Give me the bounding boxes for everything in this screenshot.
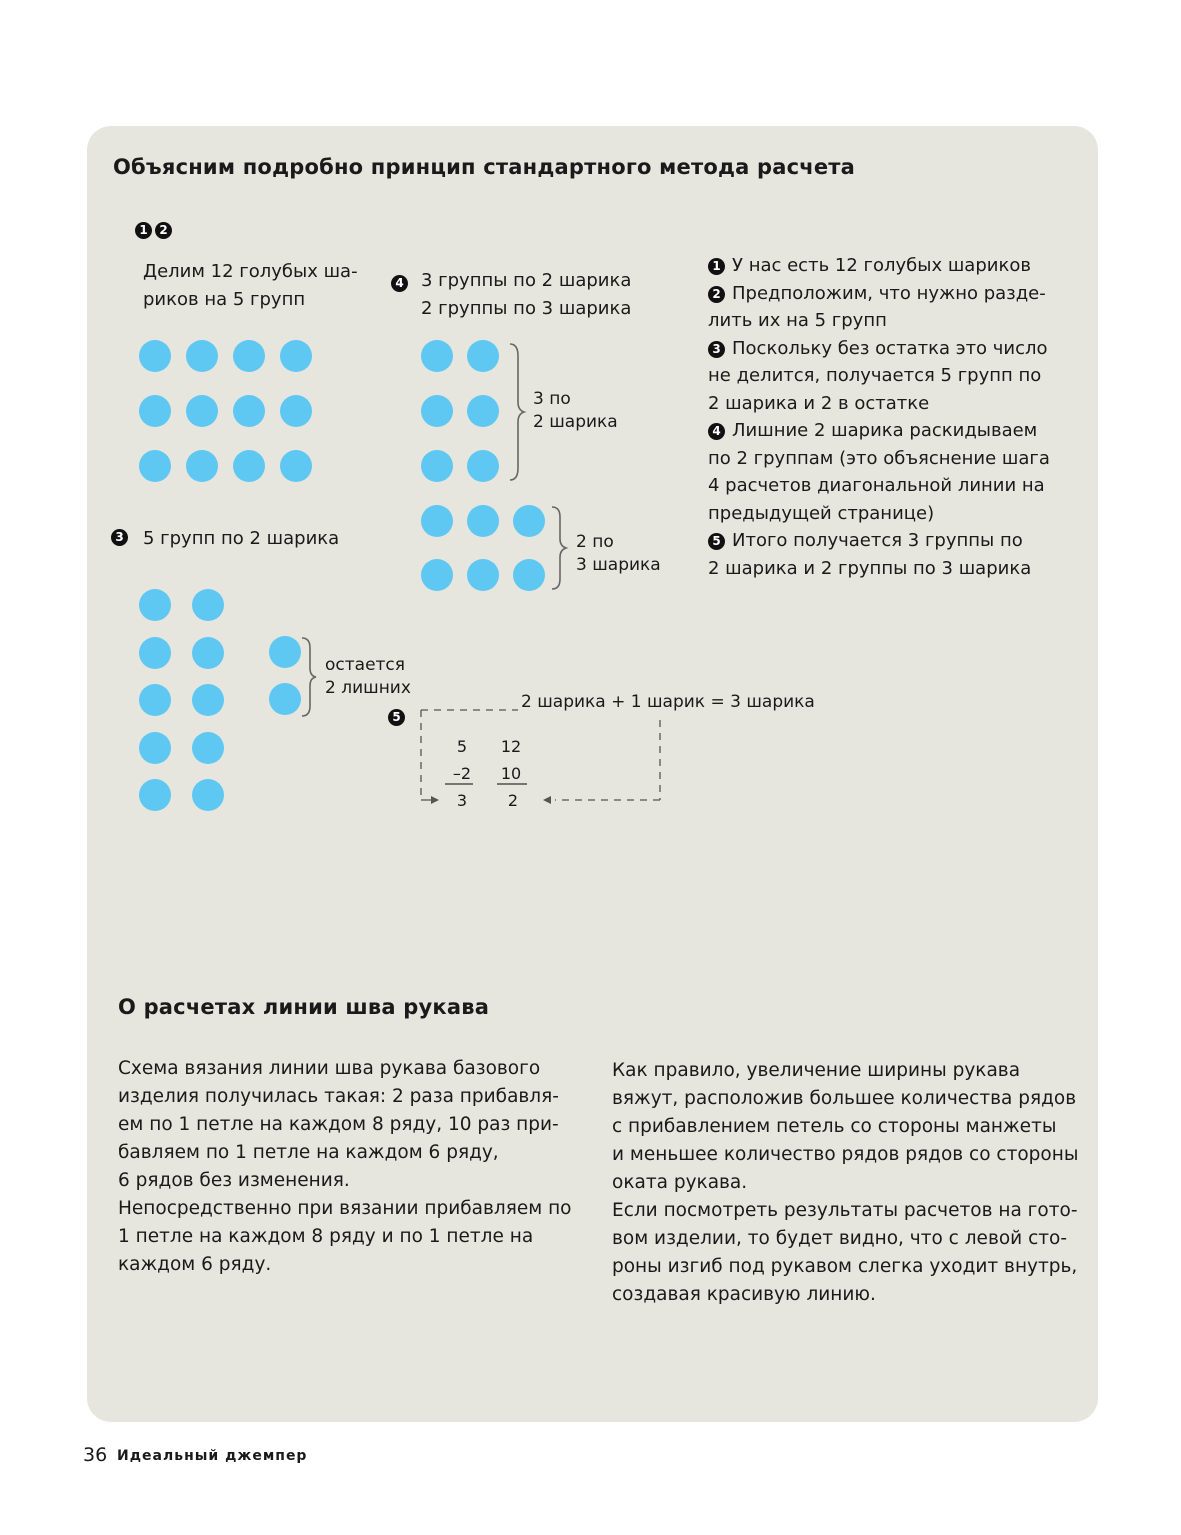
step-4-label	[421, 267, 631, 322]
explanation-text: Лишние 2 шарика раскидываем	[732, 420, 1038, 441]
paragraph-line: вом изделии, то будет видно, что с левой сто-	[612, 1228, 1068, 1249]
blue-ball	[139, 340, 171, 372]
paragraph-line: Схема вязания линии шва рукава базового	[118, 1058, 541, 1079]
step-badge: 5	[708, 533, 725, 550]
step-2-badge: 2	[155, 222, 172, 239]
blue-ball	[192, 732, 224, 764]
blue-ball	[233, 450, 265, 482]
blue-ball	[467, 450, 499, 482]
explanation-text: по 2 группам (это объяснение шага	[708, 447, 1050, 469]
blue-ball	[139, 395, 171, 427]
explanation-text: Предположим, что нужно разде-	[732, 282, 1046, 304]
blue-ball	[192, 779, 224, 811]
paragraph-line: Если посмотреть результаты расчетов на гото-	[612, 1200, 1078, 1221]
explanation-text: 2 шарика и 2 группы по 3 шарика	[708, 557, 1032, 579]
blue-ball	[467, 340, 499, 372]
paragraph-line: ем по 1 петле на каждом 8 ряду, 10 раз при-	[118, 1114, 559, 1135]
paragraph-line: Как правило, увеличение ширины рукава	[612, 1060, 1021, 1081]
bracket-b-line: 2 по	[576, 532, 614, 552]
paragraph-line: роны изгиб под рукавом слегка уходит внутрь,	[612, 1256, 1078, 1277]
formula-text: 2 шарика + 1 шарик = 3 шарика	[521, 692, 815, 712]
explanation-line	[708, 527, 1088, 555]
explanation-text: 4 расчетов диагональной линии на	[708, 475, 1045, 496]
explanation-line	[708, 555, 1088, 583]
blue-ball	[139, 637, 171, 669]
paragraph-line: 6 рядов без изменения.	[118, 1170, 350, 1191]
blue-ball	[186, 395, 218, 427]
explanation-line	[708, 280, 1088, 308]
step-badge: 3	[708, 341, 725, 358]
blue-ball	[186, 340, 218, 372]
paragraph-line: создавая красивую линию.	[612, 1284, 876, 1305]
blue-ball	[280, 340, 312, 372]
explanation-text: Поскольку без остатка это число	[732, 337, 1048, 359]
page-number: 36	[83, 1444, 108, 1466]
explanation-text: Итого получается 3 группы по	[732, 530, 1023, 551]
bracket-a-line: 2 шарика	[533, 412, 618, 432]
blue-ball	[192, 684, 224, 716]
blue-ball	[513, 505, 545, 537]
remaining-label-line: 2 лишних	[325, 678, 411, 698]
blue-ball	[280, 395, 312, 427]
paragraph-line: бавляем по 1 петле на каждом 6 ряду,	[118, 1142, 499, 1163]
step-badge: 4	[708, 423, 725, 440]
blue-ball	[421, 340, 453, 372]
calc-a2: –2	[452, 764, 472, 783]
explanation-text: не делится, получается 5 групп по	[708, 365, 1042, 386]
divide-label-line: Делим 12 голубых ша-	[143, 261, 358, 282]
bracket-three-groups	[508, 342, 528, 482]
explanation-line	[708, 472, 1088, 500]
bracket-two-groups	[550, 505, 570, 591]
explanation-text: У нас есть 12 голубых шариков	[732, 255, 1031, 276]
blue-ball	[280, 450, 312, 482]
sleeve-section-title: О расчетах линии шва рукава	[118, 995, 490, 1019]
step-badge: 2	[708, 286, 725, 303]
bracket-a-label	[533, 388, 618, 434]
bracket-a-line: 3 по	[533, 389, 571, 409]
explanation-line	[708, 335, 1088, 363]
paragraph-line: оката рукава.	[612, 1172, 748, 1193]
blue-ball	[192, 589, 224, 621]
step-badge: 1	[708, 258, 725, 275]
paragraph-line: каждом 6 ряду.	[118, 1254, 272, 1275]
remaining-label-line: остается	[325, 655, 406, 675]
blue-ball	[139, 450, 171, 482]
step-1-badge: 1	[135, 222, 152, 239]
explanation-line	[708, 445, 1088, 473]
blue-ball	[186, 450, 218, 482]
step-3-badge: 3	[111, 529, 128, 546]
paragraph-line: Непосредственно при вязании прибавляем по	[118, 1198, 572, 1219]
explanation-line	[708, 252, 1088, 280]
paragraph-line: вяжут, расположив большее количества рядов	[612, 1088, 1077, 1109]
divide-label-line: риков на 5 групп	[143, 288, 306, 310]
blue-ball	[269, 683, 301, 715]
blue-ball	[421, 559, 453, 591]
explanation-text: лить их на 5 групп	[708, 310, 887, 331]
section-title: Объясним подробно принцип стандартного метода расчета	[113, 155, 856, 179]
blue-ball	[421, 450, 453, 482]
remaining-label	[325, 654, 411, 700]
blue-ball	[513, 559, 545, 591]
blue-ball	[467, 505, 499, 537]
explanation-line	[708, 390, 1088, 418]
blue-ball	[139, 779, 171, 811]
bracket-b-line: 3 шарика	[576, 555, 661, 575]
groups-label: 5 групп по 2 шарика	[143, 528, 340, 549]
divide-label	[143, 258, 358, 313]
blue-ball	[467, 395, 499, 427]
step-4-badge: 4	[391, 275, 408, 292]
bracket-b-label	[576, 531, 661, 577]
explanation-line	[708, 417, 1088, 445]
blue-ball	[421, 505, 453, 537]
calc-a3: 3	[456, 791, 468, 810]
blue-ball	[269, 636, 301, 668]
paragraph-line: с прибавлением петель со стороны манжеты	[612, 1116, 1057, 1137]
blue-ball	[192, 637, 224, 669]
calc-a1: 5	[456, 737, 468, 756]
step-4-line: 3 группы по 2 шарика	[421, 270, 632, 291]
explanation-text: 2 шарика и 2 в остатке	[708, 392, 930, 414]
blue-ball	[421, 395, 453, 427]
remaining-bracket	[300, 636, 320, 718]
blue-ball	[233, 395, 265, 427]
calc-b1: 12	[500, 737, 522, 756]
calc-b2: 10	[500, 764, 522, 783]
sleeve-text-right	[612, 1057, 1082, 1309]
blue-ball	[139, 589, 171, 621]
explanation-list	[708, 252, 1088, 582]
explanation-line	[708, 362, 1088, 390]
blue-ball	[139, 684, 171, 716]
blue-ball	[467, 559, 499, 591]
step-5-badge: 5	[388, 709, 405, 726]
calc-b3: 2	[507, 791, 519, 810]
blue-ball	[233, 340, 265, 372]
step-4-line: 2 группы по 3 шарика	[421, 297, 632, 319]
book-title: Идеальный джемпер	[117, 1448, 308, 1464]
explanation-line	[708, 307, 1088, 335]
explanation-line	[708, 500, 1088, 528]
blue-ball	[139, 732, 171, 764]
paragraph-line: изделия получилась такая: 2 раза прибавля-	[118, 1086, 559, 1107]
sleeve-text-left	[118, 1055, 588, 1279]
paragraph-line: и меньшее количество рядов рядов со стороны	[612, 1144, 1079, 1165]
paragraph-line: 1 петле на каждом 8 ряду и по 1 петле на	[118, 1226, 534, 1247]
explanation-text: предыдущей странице)	[708, 502, 935, 524]
